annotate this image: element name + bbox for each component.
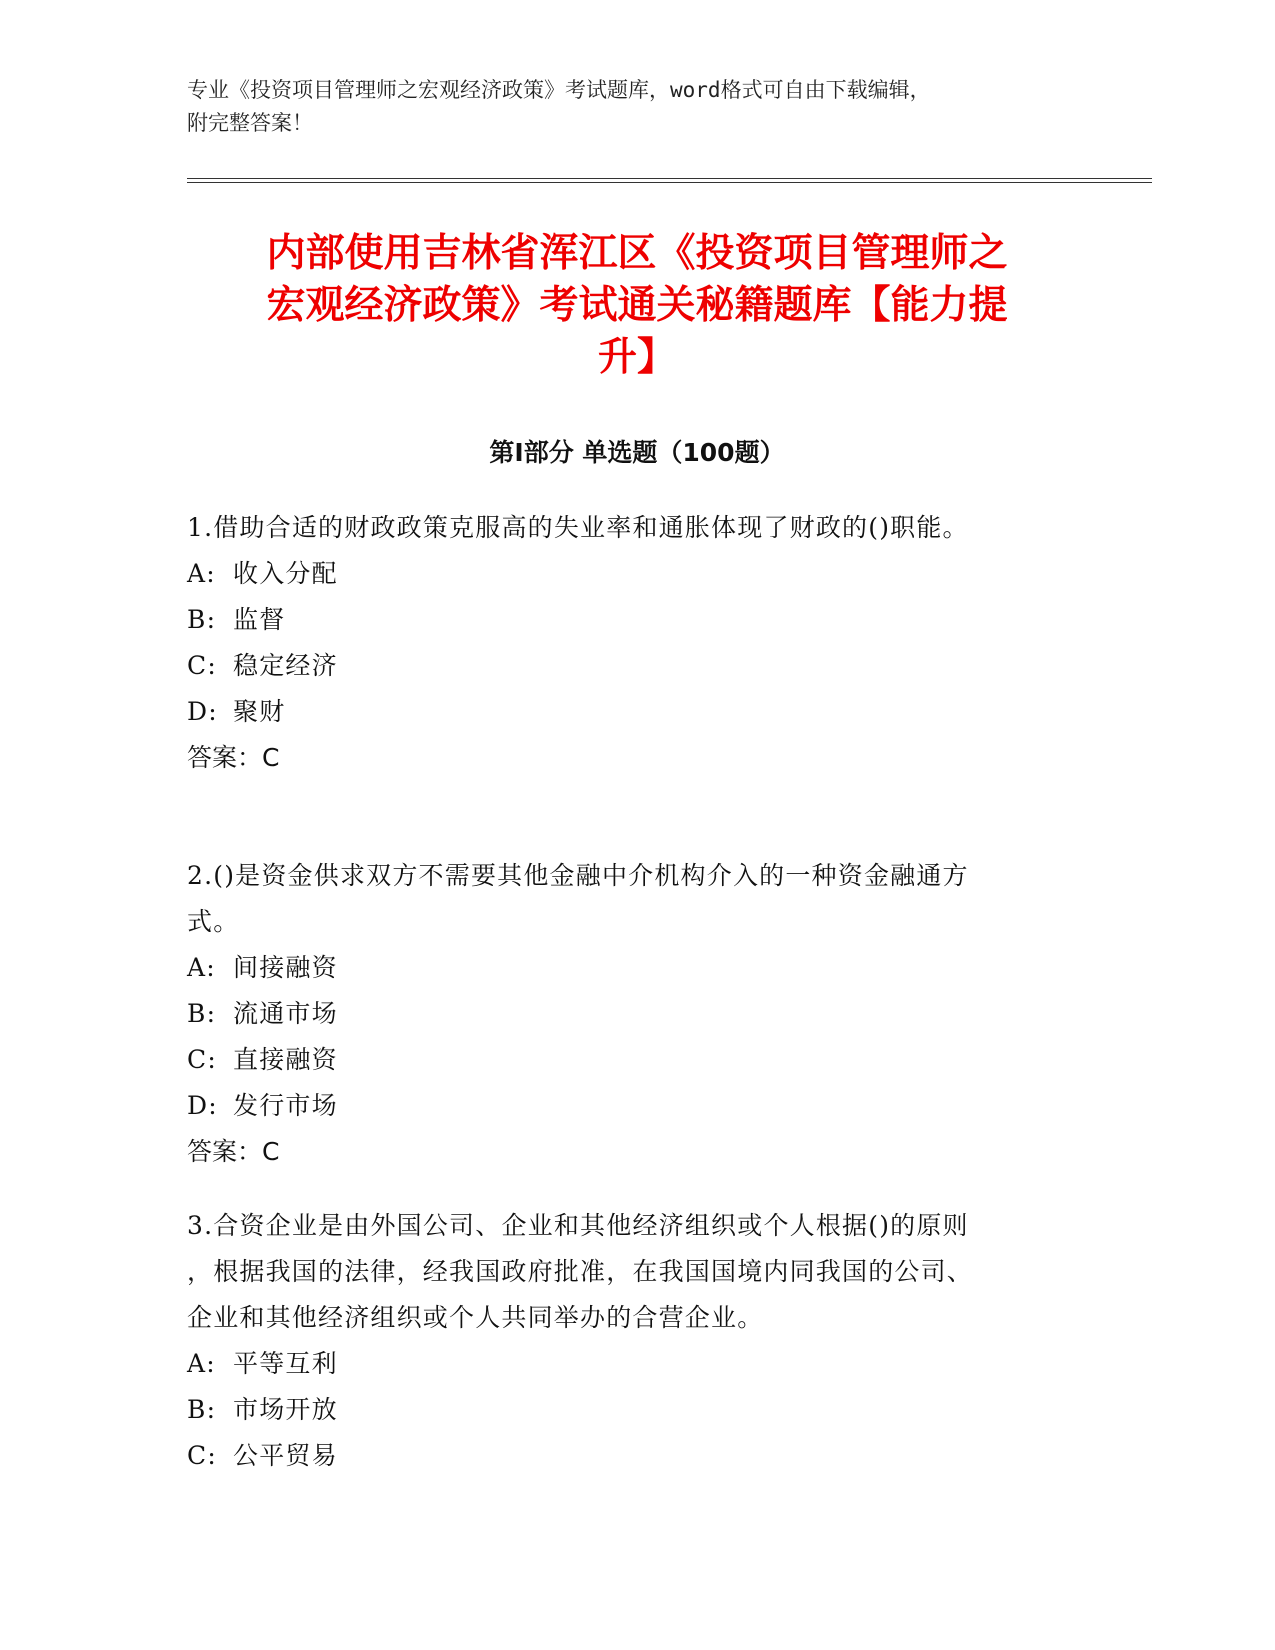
option-a: [187, 1341, 1067, 1387]
document-title: [187, 228, 1087, 384]
option-d: [187, 1083, 1067, 1129]
question-stem-line-2: 式。: [187, 907, 240, 936]
option-text: 发行市场: [233, 1091, 338, 1120]
header-note-line-2: 附完整答案！: [187, 111, 313, 135]
question-3: [187, 1203, 1067, 1479]
option-key: B:: [187, 605, 217, 634]
option-key: B:: [187, 1395, 217, 1424]
section-heading: 第Ⅰ部分 单选题（100题）: [489, 438, 785, 467]
option-key: D:: [187, 697, 218, 726]
option-c: [187, 1037, 1067, 1083]
option-text: 流通市场: [233, 999, 338, 1028]
question-stem-line-1: 3.合资企业是由外国公司、企业和其他经济组织或个人根据()的原则: [187, 1211, 969, 1240]
option-text: 监督: [233, 605, 286, 634]
option-text: 收入分配: [233, 559, 338, 588]
option-key: C:: [187, 1441, 217, 1470]
option-key: A:: [187, 953, 216, 982]
option-b: [187, 1387, 1067, 1433]
option-text: 平等互利: [233, 1349, 338, 1378]
question-stem-line-2: ，根据我国的法律，经我国政府批准，在我国国境内同我国的公司、: [187, 1257, 974, 1286]
answer: 答案：C: [187, 743, 280, 772]
header-divider: [187, 178, 1152, 183]
question-1: [187, 505, 1067, 781]
document-title-line-2: 宏观经济政策》考试通关秘籍题库【能力提: [266, 283, 1008, 328]
option-b: [187, 597, 1067, 643]
option-text: 稳定经济: [233, 651, 338, 680]
option-text: 间接融资: [233, 953, 338, 982]
option-text: 直接融资: [233, 1045, 338, 1074]
header-note: [187, 74, 1067, 140]
option-key: C:: [187, 1045, 217, 1074]
option-text: 公平贸易: [233, 1441, 338, 1470]
option-key: C:: [187, 651, 217, 680]
option-c: [187, 1433, 1067, 1479]
document-title-line-1: 内部使用吉林省浑江区《投资项目管理师之: [266, 231, 1008, 276]
question-stem-line-1: 2.()是资金供求双方不需要其他金融中介机构介入的一种资金融通方: [187, 861, 969, 890]
option-c: [187, 643, 1067, 689]
question-stem: 1.借助合适的财政政策克服高的失业率和通胀体现了财政的()职能。: [187, 513, 969, 542]
option-b: [187, 991, 1067, 1037]
document-title-line-3: 升】: [597, 335, 676, 380]
header-note-line-1: 专业《投资项目管理师之宏观经济政策》考试题库，word格式可自由下载编辑，: [187, 78, 931, 102]
option-d: [187, 689, 1067, 735]
option-text: 聚财: [233, 697, 286, 726]
option-key: B:: [187, 999, 217, 1028]
option-key: A:: [187, 559, 216, 588]
answer: 答案：C: [187, 1137, 280, 1166]
option-key: D:: [187, 1091, 218, 1120]
option-a: [187, 945, 1067, 991]
option-key: A:: [187, 1349, 216, 1378]
option-a: [187, 551, 1067, 597]
option-text: 市场开放: [233, 1395, 338, 1424]
question-stem-line-3: 企业和其他经济组织或个人共同举办的合营企业。: [187, 1303, 764, 1332]
question-2: [187, 853, 1067, 1175]
